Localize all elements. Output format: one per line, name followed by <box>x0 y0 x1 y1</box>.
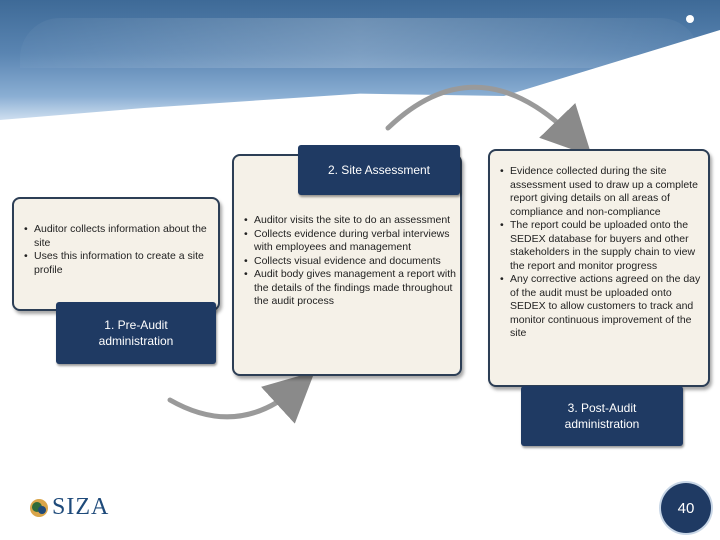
pre-audit-bullet: • Uses this information to create a site profile <box>24 250 218 277</box>
site-assessment-bullet: • Collects evidence during verbal interviews with employees and management <box>244 228 460 255</box>
post-audit-label <box>521 386 683 446</box>
logo-text: SIZA <box>52 494 110 520</box>
arrow-site-to-post <box>388 87 578 142</box>
site-assessment-label-text: 2. Site Assessment <box>327 163 431 177</box>
siza-logo <box>28 494 109 521</box>
post-audit-bullet: • Evidence collected during the site assessment used to draw up a complete report giving details on all areas of compliance and non-compliance <box>500 165 708 219</box>
page-number <box>661 483 711 533</box>
post-audit-bullet: • The report could be uploaded onto the SEDEX database for buyers and other stakeholders in the supply chain to view the report and monitor progress <box>500 219 708 273</box>
siza-emblem-icon <box>28 496 50 520</box>
pre-audit-label <box>56 302 216 364</box>
pre-audit-label-text: 1. Pre-Audit administration <box>98 318 174 348</box>
site-assessment-bullet: • Auditor visits the site to do an assessment <box>244 214 460 228</box>
site-assessment-bullet: • Audit body gives management a report with the details of the findings made throughout the audit process <box>244 268 460 309</box>
site-assessment-bullet: • Collects visual evidence and documents <box>244 255 460 269</box>
pre-audit-panel <box>12 197 220 311</box>
page-number-text: 40 <box>677 499 695 517</box>
arrow-pre-to-site <box>170 385 300 417</box>
post-audit-label-text: 3. Post-Audit administration <box>564 401 640 431</box>
pre-audit-bullet: • Auditor collects information about the site <box>24 223 218 250</box>
post-audit-bullet: • Any corrective actions agreed on the day of the audit must be uploaded onto SEDEX to allow customers to track and monitor continuous improvement of the site <box>500 273 708 341</box>
site-assessment-label <box>298 145 460 195</box>
post-audit-panel <box>488 149 710 387</box>
